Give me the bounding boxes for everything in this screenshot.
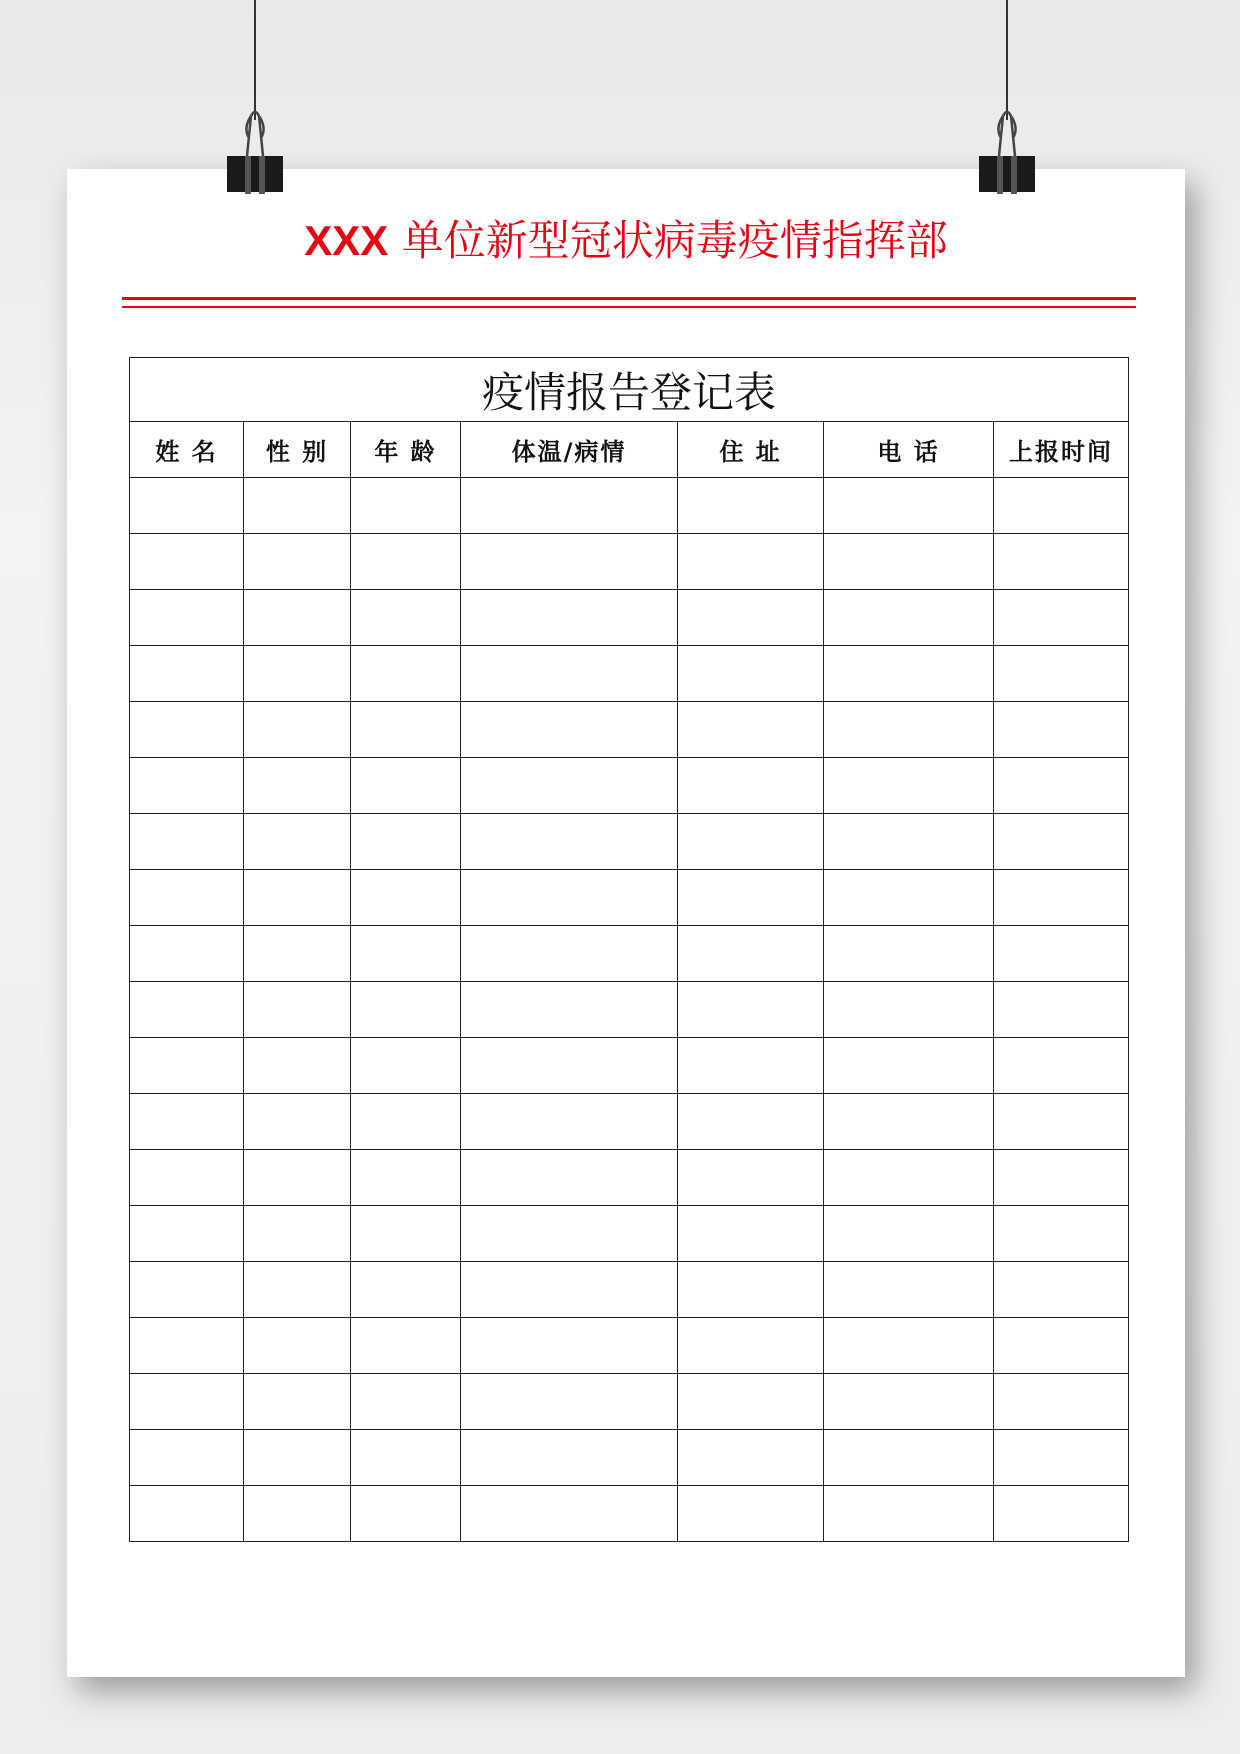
table-cell[interactable] [461,1486,678,1542]
table-cell[interactable] [678,1374,824,1430]
table-cell[interactable] [824,478,994,534]
table-cell[interactable] [824,1318,994,1374]
table-title: 疫情报告登记表 [130,358,1129,422]
table-cell[interactable] [994,1094,1129,1150]
table-cell[interactable] [461,1318,678,1374]
table-row [130,478,1129,534]
table-cell[interactable] [351,814,461,870]
header-prefix: XXX [304,217,389,264]
table-cell[interactable] [824,702,994,758]
table-row [130,1094,1129,1150]
table-cell[interactable] [351,1150,461,1206]
table-cell[interactable] [130,1374,244,1430]
table-cell[interactable] [678,590,824,646]
column-header: 年 龄 [351,422,461,478]
header-title: 单位新型冠状病毒疫情指挥部 [401,216,948,265]
table-cell[interactable] [824,758,994,814]
table-cell[interactable] [130,814,244,870]
table-cell[interactable] [244,1486,351,1542]
table-cell[interactable] [351,926,461,982]
table-cell[interactable] [824,926,994,982]
table-row [130,590,1129,646]
report-table [129,357,1129,1542]
table-cell[interactable] [824,814,994,870]
table-cell[interactable] [824,1038,994,1094]
table-cell[interactable] [461,1262,678,1318]
hanging-string-left [254,0,256,120]
table-row [130,1262,1129,1318]
table-cell[interactable] [130,534,244,590]
table-cell[interactable] [678,1430,824,1486]
table-cell[interactable] [994,1430,1129,1486]
table-cell[interactable] [461,1038,678,1094]
table-cell[interactable] [244,646,351,702]
table-cell[interactable] [678,646,824,702]
table-row [130,814,1129,870]
table-cell[interactable] [244,1374,351,1430]
table-cell[interactable] [994,982,1129,1038]
table-cell[interactable] [130,1038,244,1094]
binder-clip-right-icon [977,108,1037,196]
table-cell[interactable] [678,1486,824,1542]
table-row [130,870,1129,926]
table-cell[interactable] [461,814,678,870]
table-cell[interactable] [994,534,1129,590]
table-cell[interactable] [351,590,461,646]
table-cell[interactable] [130,646,244,702]
table-row [130,926,1129,982]
table-cell[interactable] [461,646,678,702]
table-cell[interactable] [678,534,824,590]
table-cell[interactable] [244,1094,351,1150]
table-cell[interactable] [994,1150,1129,1206]
table-cell[interactable] [461,758,678,814]
table-cell[interactable] [678,870,824,926]
table-row [130,1430,1129,1486]
table-cell[interactable] [351,870,461,926]
table-cell[interactable] [130,1262,244,1318]
table-cell[interactable] [678,758,824,814]
table-cell[interactable] [244,1430,351,1486]
table-cell[interactable] [130,1486,244,1542]
table-cell[interactable] [824,534,994,590]
table-cell[interactable] [244,758,351,814]
table-cell[interactable] [461,534,678,590]
table-cell[interactable] [351,1374,461,1430]
table-cell[interactable] [824,1262,994,1318]
table-cell[interactable] [678,814,824,870]
column-header: 上报时间 [994,422,1129,478]
table-cell[interactable] [130,926,244,982]
hanging-string-right [1006,0,1008,120]
column-header: 性 别 [244,422,351,478]
table-cell[interactable] [678,1206,824,1262]
table-cell[interactable] [994,758,1129,814]
table-cell[interactable] [244,870,351,926]
table-cell[interactable] [994,1262,1129,1318]
table-cell[interactable] [994,870,1129,926]
table-cell[interactable] [994,478,1129,534]
table-cell[interactable] [351,1486,461,1542]
column-header: 体温/病情 [461,422,678,478]
table-cell[interactable] [461,870,678,926]
table-cell[interactable] [351,758,461,814]
table-cell[interactable] [461,982,678,1038]
table-cell[interactable] [351,1430,461,1486]
table-cell[interactable] [351,534,461,590]
table-cell[interactable] [824,982,994,1038]
table-cell[interactable] [994,1038,1129,1094]
table-row [130,1206,1129,1262]
table-cell[interactable] [351,1094,461,1150]
table-cell[interactable] [244,590,351,646]
table-row [130,1486,1129,1542]
table-cell[interactable] [130,982,244,1038]
table-cell[interactable] [994,590,1129,646]
column-header: 姓 名 [130,422,244,478]
table-cell[interactable] [244,814,351,870]
table-row [130,646,1129,702]
table-cell[interactable] [461,1374,678,1430]
table-cell[interactable] [678,1318,824,1374]
table-cell[interactable] [244,1262,351,1318]
table-cell[interactable] [351,478,461,534]
table-cell[interactable] [678,982,824,1038]
table-cell[interactable] [461,1150,678,1206]
table-cell[interactable] [461,1206,678,1262]
table-cell[interactable] [244,926,351,982]
table-cell[interactable] [130,1318,244,1374]
table-row [130,534,1129,590]
red-divider-thin [122,306,1136,308]
table-cell[interactable] [994,926,1129,982]
table-cell[interactable] [824,590,994,646]
table-cell[interactable] [994,1486,1129,1542]
table-cell[interactable] [244,982,351,1038]
table-row [130,1150,1129,1206]
table-cell[interactable] [994,1318,1129,1374]
table-cell[interactable] [824,1206,994,1262]
table-cell[interactable] [130,478,244,534]
binder-clip-left-icon [225,108,285,196]
table-cell[interactable] [130,590,244,646]
table-row [130,1374,1129,1430]
table-cell[interactable] [351,982,461,1038]
table-cell[interactable] [824,1486,994,1542]
table-cell[interactable] [678,702,824,758]
table-cell[interactable] [461,590,678,646]
table-cell[interactable] [994,646,1129,702]
table-cell[interactable] [461,1430,678,1486]
red-divider-thick [122,297,1136,300]
table-cell[interactable] [244,1038,351,1094]
table-cell[interactable] [461,702,678,758]
table-cell[interactable] [244,702,351,758]
table-cell[interactable] [130,702,244,758]
table-cell[interactable] [824,1374,994,1430]
table-cell[interactable] [461,478,678,534]
table-cell[interactable] [351,1318,461,1374]
table-cell[interactable] [994,702,1129,758]
table-cell[interactable] [130,1206,244,1262]
table-cell[interactable] [461,926,678,982]
table-cell[interactable] [994,1206,1129,1262]
table-cell[interactable] [824,1094,994,1150]
table-cell[interactable] [244,1150,351,1206]
table-cell[interactable] [994,814,1129,870]
paper-sheet [67,169,1185,1677]
table-cell[interactable] [351,702,461,758]
table-cell[interactable] [351,1262,461,1318]
table-cell[interactable] [244,478,351,534]
table-cell[interactable] [130,758,244,814]
table-row [130,702,1129,758]
table-cell[interactable] [824,1430,994,1486]
table-cell[interactable] [130,870,244,926]
table-cell[interactable] [678,1150,824,1206]
table-cell[interactable] [678,926,824,982]
table-row [130,1038,1129,1094]
table-cell[interactable] [824,870,994,926]
table-cell[interactable] [130,1150,244,1206]
table-cell[interactable] [351,1038,461,1094]
table-cell[interactable] [351,646,461,702]
column-header: 住 址 [678,422,824,478]
table-row [130,1318,1129,1374]
table-cell[interactable] [994,1374,1129,1430]
table-cell[interactable] [824,646,994,702]
table-cell[interactable] [678,1262,824,1318]
document-header [67,215,1185,267]
column-header: 电 话 [824,422,994,478]
table-cell[interactable] [244,1206,351,1262]
table-row [130,758,1129,814]
table-cell[interactable] [678,1094,824,1150]
table-row [130,982,1129,1038]
table-cell[interactable] [244,534,351,590]
table-cell[interactable] [678,478,824,534]
table-cell[interactable] [351,1206,461,1262]
table-cell[interactable] [130,1094,244,1150]
table-cell[interactable] [244,1318,351,1374]
table-cell[interactable] [678,1038,824,1094]
table-cell[interactable] [824,1150,994,1206]
table-cell[interactable] [461,1094,678,1150]
table-cell[interactable] [130,1430,244,1486]
